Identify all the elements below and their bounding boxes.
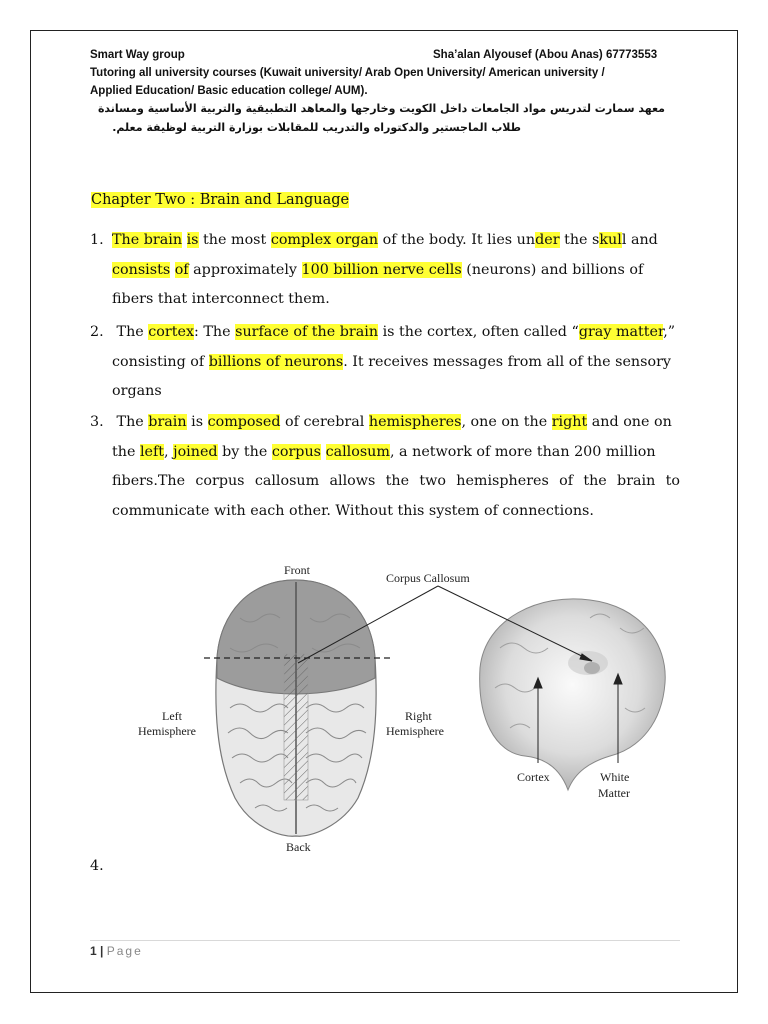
header-line-3: Applied Education/ Basic education college/ AUM). [90, 85, 368, 97]
text: the [112, 443, 140, 460]
hl-gray-matter: gray matter [578, 324, 664, 340]
text: is the cortex, often called “ [378, 324, 579, 340]
paragraph-4 [90, 852, 680, 882]
p1-line-2 [90, 256, 680, 286]
text [182, 232, 187, 248]
hl-kul: kul [599, 232, 622, 248]
label-front: Front [284, 563, 311, 577]
p3-line-3-text: fibers.The corpus callosum allows the two hemispheres of the brain to [112, 473, 680, 489]
chapter-title-text: Chapter Two : Brain and Language [91, 192, 350, 208]
label-matter: Matter [598, 786, 630, 800]
hl-the-brain: The brain [112, 232, 183, 248]
hl-der: der [535, 232, 560, 248]
p3-line-4: communicate with each other. Without this system of connections. [112, 502, 594, 519]
p3-number: 3. [90, 414, 104, 430]
hl-callosum: callosum [325, 443, 390, 460]
brain-figure [120, 558, 680, 858]
text: . It receives messages from all of the sensory [343, 353, 671, 370]
hl-right: right [551, 414, 588, 430]
header-line-2: Tutoring all university courses (Kuwait university/ Arab Open University/ American university / [90, 67, 605, 79]
text: consisting of [112, 353, 209, 370]
text [321, 444, 326, 460]
page-label: Page [106, 944, 143, 958]
brain-side-view [480, 599, 666, 790]
text: is [186, 414, 208, 430]
hl-of: of [174, 261, 189, 278]
hl-billions-neurons: billions of neurons [208, 353, 344, 370]
header-right: Sha’alan Alyousef (Abou Anas) 67773553 [433, 49, 658, 61]
chapter-title [91, 190, 349, 210]
hl-corpus: corpus [271, 443, 322, 460]
hl-brain: brain [148, 414, 187, 430]
p2-line-3: organs [112, 383, 162, 399]
p2-line-2 [90, 348, 680, 378]
text: ,” [663, 324, 676, 340]
label-white: White [600, 770, 630, 784]
text: , a network of more than 200 million [389, 443, 656, 460]
page-footer [90, 944, 143, 958]
text: the s [559, 232, 600, 248]
footer-divider [90, 940, 680, 941]
hl-100-billion: 100 billion nerve cells [301, 261, 462, 278]
header-arabic-2: طلاب الماجستير والدكتوراه والتدريب للمقابلات بوزارة التربية لوظيفة معلم. [112, 121, 521, 134]
page-number: 1 [90, 944, 97, 958]
text: of the body. It lies un [378, 232, 536, 248]
p2-number: 2. [90, 324, 104, 340]
hl-joined: joined [173, 443, 218, 460]
text: The [112, 324, 149, 340]
p4-line-1 [90, 852, 680, 882]
label-left-1: Left [162, 709, 182, 723]
paragraph-2 [90, 318, 680, 407]
p4-number: 4. [90, 858, 104, 874]
footer-separator: | [96, 944, 107, 958]
text: , [164, 443, 174, 460]
header-left: Smart Way group [90, 49, 185, 61]
paragraph-3 [90, 408, 680, 526]
p3-line-2 [90, 438, 680, 468]
label-cortex: Cortex [517, 770, 550, 784]
hl-surface: surface of the brain [235, 324, 379, 340]
text: (neurons) and billions of [461, 261, 644, 278]
text: of cerebral [280, 414, 369, 430]
p3-line-3 [90, 467, 680, 497]
text: : The [194, 324, 236, 340]
brain-top-view [204, 580, 392, 836]
label-back: Back [286, 840, 311, 854]
p1-line-1 [90, 226, 680, 256]
label-right-1: Right [405, 709, 432, 723]
hl-cortex: cortex [148, 324, 195, 340]
text: l and [621, 232, 658, 248]
label-left-2: Hemisphere [138, 724, 196, 738]
label-corpus-callosum: Corpus Callosum [386, 571, 470, 585]
hl-composed: composed [207, 414, 281, 430]
text: approximately [188, 261, 302, 278]
paragraph-1 [90, 226, 680, 315]
hl-left: left [139, 443, 165, 460]
text: the most [198, 232, 271, 248]
p1-number: 1. [90, 232, 104, 248]
hl-hemispheres: hemispheres [368, 414, 462, 430]
text: by the [217, 443, 272, 460]
hl-complex-organ: complex organ [270, 232, 379, 248]
p3-line-1 [90, 408, 680, 438]
p1-line-3: fibers that interconnect them. [112, 291, 330, 307]
label-right-2: Hemisphere [386, 724, 444, 738]
text: and one on [587, 414, 672, 430]
hl-is: is [186, 232, 199, 248]
hl-consists: consists [112, 261, 171, 278]
header-arabic-1: معهد سمارت لتدريس مواد الجامعات داخل الكويت وخارجها والمعاهد التطبيقية والتربية الأساسية ومساندة [97, 102, 665, 115]
text: The [112, 414, 149, 430]
p2-line-1 [90, 318, 680, 348]
text: , one on the [461, 414, 552, 430]
